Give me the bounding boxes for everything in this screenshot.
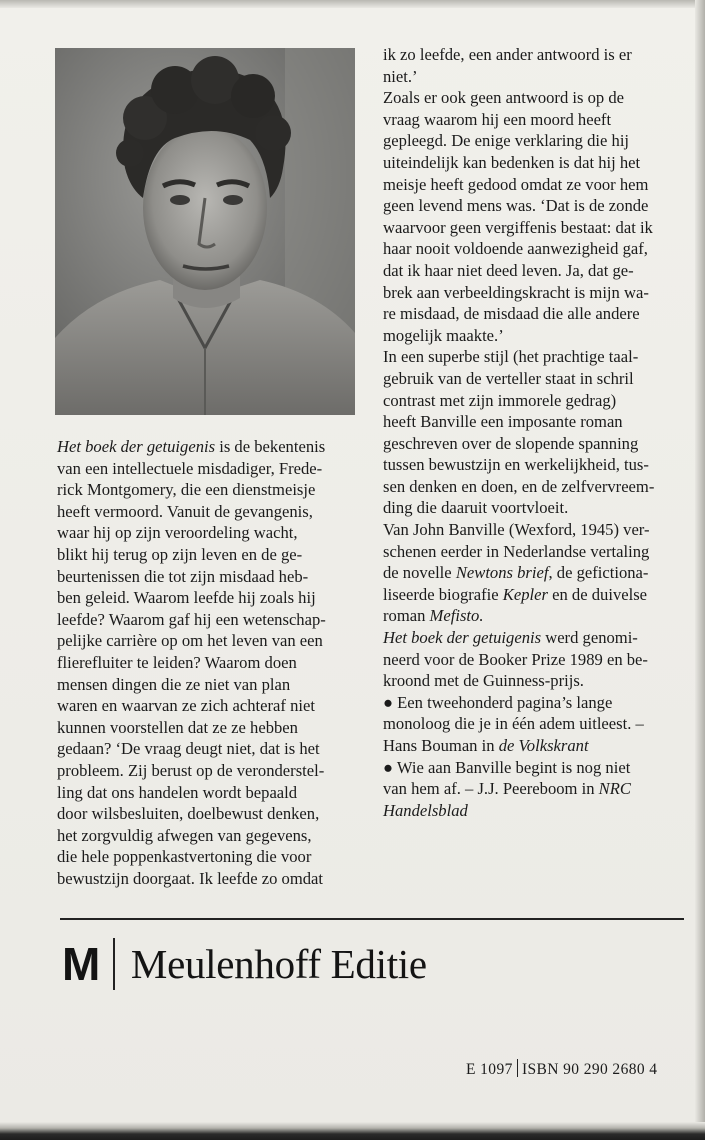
text-run: vraag waarom hij een moord heeft bbox=[383, 109, 612, 129]
text-run: pelijke carrière op om het leven van een bbox=[57, 631, 323, 651]
text-run: tussen bewustzijn en werkelijkheid, tus- bbox=[383, 455, 649, 475]
text-run: schenen eerder in Nederlandse vertaling bbox=[383, 541, 650, 561]
text-line bbox=[383, 800, 683, 822]
text-line bbox=[57, 566, 362, 588]
isbn-number: ISBN 90 290 2680 4 bbox=[521, 1061, 658, 1078]
text-run: gepleegd. De enige verklaring die hij bbox=[383, 131, 630, 151]
text-run: kroond met de Guinness-prijs. bbox=[383, 671, 584, 691]
text-line bbox=[383, 195, 683, 217]
text-line bbox=[383, 152, 683, 174]
text-line bbox=[57, 501, 362, 523]
text-line bbox=[383, 282, 683, 304]
text-line bbox=[57, 782, 362, 804]
text-run: geschreven over de slopende spanning bbox=[383, 433, 639, 453]
text-line bbox=[383, 368, 683, 390]
text-line bbox=[383, 260, 683, 282]
text-line bbox=[57, 825, 362, 847]
text-line bbox=[383, 66, 683, 88]
text-run: Van John Banville (Wexford, 1945) ver- bbox=[383, 520, 650, 540]
text-run: die hele poppenkastvertoning die voor bbox=[57, 847, 312, 867]
publisher-logo bbox=[62, 934, 427, 994]
catalog-line bbox=[466, 1059, 657, 1079]
text-line bbox=[57, 803, 362, 825]
text-line bbox=[57, 522, 362, 544]
text-run: uiteindelijk kan bedenken is dat hij het bbox=[383, 152, 641, 172]
text-run: blikt hij terug op zijn leven en de ge- bbox=[57, 544, 303, 564]
text-run: werd genomi- bbox=[541, 628, 638, 648]
text-run: leefde? Waarom gaf hij een wetenschap- bbox=[57, 609, 326, 629]
text-run: de novelle bbox=[383, 563, 456, 583]
text-line bbox=[383, 605, 683, 627]
text-line bbox=[57, 695, 362, 717]
cover-top-edge bbox=[0, 0, 705, 8]
text-run: waren en waarvan ze zich achteraf niet bbox=[57, 696, 315, 716]
text-line bbox=[383, 217, 683, 239]
author-photo bbox=[55, 48, 355, 415]
text-line bbox=[383, 109, 683, 131]
text-line bbox=[57, 738, 362, 760]
text-run: ling dat ons handelen wordt bepaald bbox=[57, 782, 298, 802]
italic-text: Kepler bbox=[502, 584, 548, 604]
italic-text: NRC bbox=[598, 779, 631, 799]
text-line bbox=[383, 303, 683, 325]
text-line bbox=[57, 846, 362, 868]
text-run: bewustzijn doorgaat. Ik leefde zo omdat bbox=[57, 868, 324, 888]
text-run: is de bekentenis bbox=[215, 437, 326, 456]
description-column-right bbox=[383, 44, 683, 821]
text-run: gedaan? ‘De vraag deugt niet, dat is het bbox=[57, 739, 320, 759]
text-run: contrast met zijn immorele gedrag) bbox=[383, 390, 617, 410]
text-run: Zoals er ook geen antwoord is op de bbox=[383, 88, 625, 108]
text-line bbox=[383, 519, 683, 541]
italic-text: Het boek der getuigenis bbox=[57, 437, 216, 456]
text-line bbox=[57, 544, 362, 566]
text-line bbox=[383, 713, 683, 735]
text-run: dat ik haar niet deed leven. Ja, dat ge- bbox=[383, 260, 634, 280]
text-run: haar nooit voldoende aanwezigheid gaf, bbox=[383, 239, 648, 259]
text-run: monoloog die je in één adem uitleest. – bbox=[383, 714, 644, 734]
text-run: en de duivelse bbox=[547, 584, 648, 604]
text-run: neerd voor de Booker Prize 1989 en be- bbox=[383, 649, 648, 669]
text-run: , de gefictiona- bbox=[548, 563, 649, 583]
italic-text: Newtons brief bbox=[455, 563, 549, 583]
publisher-logo-letter: M bbox=[62, 938, 100, 990]
text-run: flierefluiter te leiden? Waarom doen bbox=[57, 652, 297, 672]
text-line bbox=[57, 674, 362, 696]
text-line bbox=[383, 346, 683, 368]
italic-text: Het boek der getuigenis bbox=[383, 628, 542, 648]
text-run: geen levend mens was. ‘Dat is de zonde bbox=[383, 196, 649, 216]
text-run: van een intellectuele misdadiger, Frede- bbox=[57, 458, 323, 478]
text-run: brek aan verbeeldingskracht is mijn wa- bbox=[383, 282, 649, 302]
cover-bottom-edge bbox=[0, 1122, 705, 1140]
text-run: Hans Bouman in bbox=[383, 736, 499, 755]
text-run: van hem af. – J.J. Peereboom in bbox=[383, 779, 599, 799]
text-line bbox=[383, 174, 683, 196]
text-line bbox=[383, 627, 683, 649]
text-run: kunnen voorstellen dat ze ze hebben bbox=[57, 717, 298, 737]
text-run: het zorgvuldig afwegen van gegevens, bbox=[57, 825, 312, 845]
text-run: gebruik van de verteller staat in schril bbox=[383, 368, 634, 388]
text-run: roman bbox=[383, 606, 430, 626]
text-line bbox=[383, 238, 683, 260]
author-portrait-image bbox=[55, 48, 355, 415]
text-run: sen denken en doen, en de zelfvervreem- bbox=[383, 476, 655, 496]
text-run: mogelijk maakte.’ bbox=[383, 325, 504, 345]
text-run: liseerde biografie bbox=[383, 584, 503, 604]
text-run: heeft vermoord. Vanuit de gevangenis, bbox=[57, 501, 313, 521]
text-run: waarvoor geen vergiffenis bestaat: dat ik bbox=[383, 217, 653, 237]
italic-text: Mefisto. bbox=[429, 606, 484, 626]
text-line bbox=[383, 497, 683, 519]
text-line bbox=[383, 649, 683, 671]
text-line bbox=[383, 411, 683, 433]
text-line bbox=[57, 717, 362, 739]
text-line bbox=[57, 868, 362, 890]
text-line bbox=[57, 458, 362, 480]
text-run: rick Montgomery, die een dienstmeisje bbox=[57, 480, 316, 500]
text-line bbox=[57, 479, 362, 501]
text-line bbox=[383, 390, 683, 412]
publisher-name: Meulenhoff Editie bbox=[130, 941, 427, 987]
text-run: niet.’ bbox=[383, 66, 418, 86]
text-run: beurtenissen die tot zijn misdaad heb- bbox=[57, 566, 309, 586]
text-run: mensen dingen die ze niet van plan bbox=[57, 674, 291, 694]
edition-number: E 1097 bbox=[466, 1061, 513, 1078]
text-line bbox=[57, 609, 362, 631]
text-line bbox=[57, 436, 362, 458]
text-line bbox=[383, 757, 683, 779]
text-line bbox=[383, 778, 683, 800]
italic-text: Handelsblad bbox=[383, 800, 468, 820]
text-run: heeft Banville een imposante roman bbox=[383, 412, 623, 432]
text-line bbox=[383, 433, 683, 455]
text-line bbox=[383, 130, 683, 152]
text-line bbox=[57, 630, 362, 652]
text-line bbox=[383, 476, 683, 498]
description-column-left bbox=[57, 436, 362, 889]
text-run: ben geleid. Waarom leefde hij zoals hij bbox=[57, 588, 316, 608]
text-run: probleem. Zij berust op de veronderstel- bbox=[57, 760, 325, 780]
text-line bbox=[383, 454, 683, 476]
text-line bbox=[383, 541, 683, 563]
text-run: ● Een tweehonderd pagina’s lange bbox=[383, 692, 613, 712]
text-line bbox=[383, 670, 683, 692]
text-run: In een superbe stijl (het prachtige taal- bbox=[383, 347, 639, 367]
text-line bbox=[383, 44, 683, 66]
text-run: ● Wie aan Banville begint is nog niet bbox=[383, 757, 631, 777]
text-run: door wilsbesluiten, doelbewust denken, bbox=[57, 804, 320, 824]
catalog-separator bbox=[517, 1059, 518, 1077]
publisher-logo-divider bbox=[113, 938, 115, 990]
italic-text: de Volkskrant bbox=[498, 736, 589, 755]
text-line bbox=[383, 735, 683, 757]
text-line bbox=[383, 87, 683, 109]
text-line bbox=[57, 652, 362, 674]
text-line bbox=[57, 760, 362, 782]
divider-rule bbox=[60, 918, 684, 920]
cover-right-edge bbox=[695, 0, 705, 1140]
text-line bbox=[383, 325, 683, 347]
text-run: ik zo leefde, een ander antwoord is er bbox=[383, 45, 632, 64]
text-run: waar hij op zijn veroordeling wacht, bbox=[57, 523, 298, 543]
text-run: re misdaad, de misdaad die alle andere bbox=[383, 304, 640, 324]
text-run: ding die daaruit voortvloeit. bbox=[383, 498, 569, 518]
text-line bbox=[383, 562, 683, 584]
text-line bbox=[383, 692, 683, 714]
text-line bbox=[57, 587, 362, 609]
text-line bbox=[383, 584, 683, 606]
text-run: meisje heeft gedood omdat ze voor hem bbox=[383, 174, 649, 194]
